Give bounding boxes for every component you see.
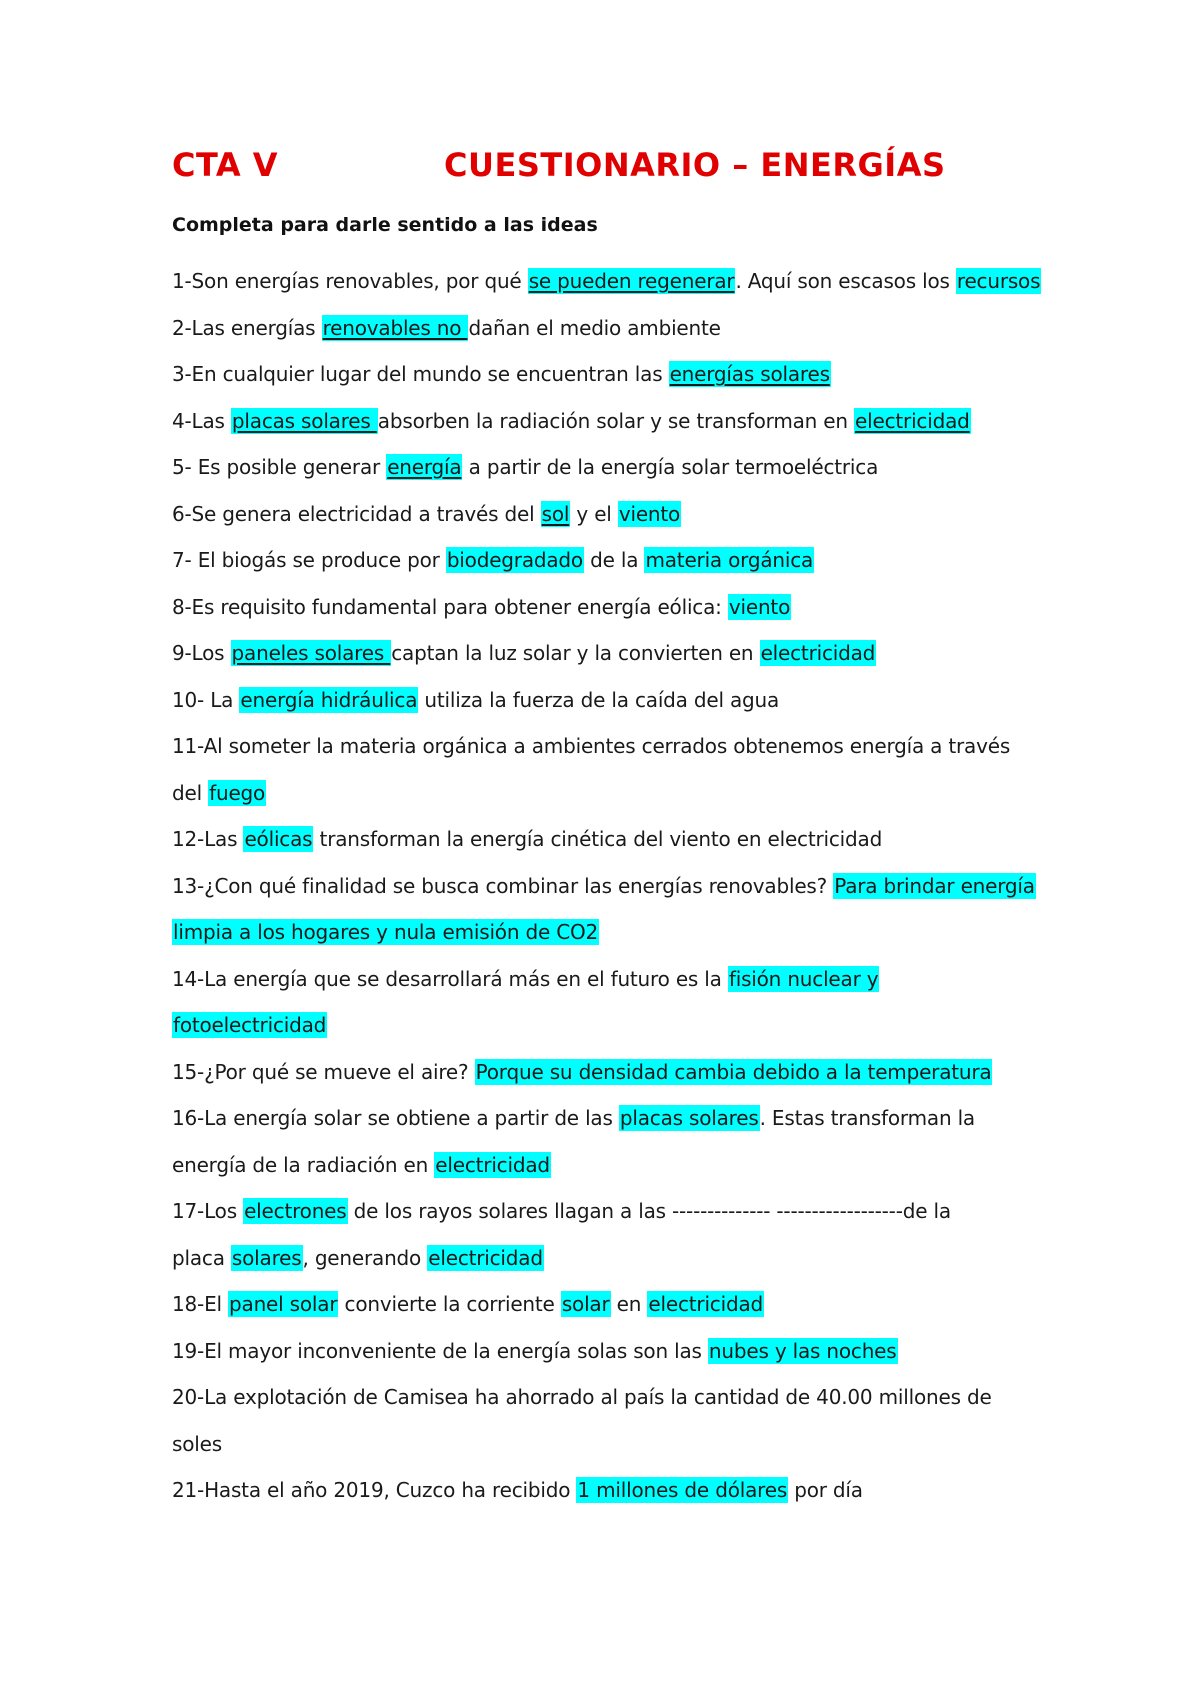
question-text: 2-Las energías xyxy=(172,315,322,340)
highlighted-answer: electricidad xyxy=(428,1245,543,1270)
question-text: 7- El biogás se produce por xyxy=(172,548,446,572)
question-line xyxy=(172,909,1082,956)
highlighted-answer: eólicas xyxy=(244,827,313,851)
question-text: 5- Es posible generar xyxy=(172,455,387,479)
highlighted-answer: Para brindar energía xyxy=(834,873,1035,898)
highlighted-answer: sol xyxy=(541,501,570,526)
question-text: soles xyxy=(172,1431,222,1456)
question-line xyxy=(172,1328,1082,1375)
question-line xyxy=(172,1281,1082,1328)
question-line xyxy=(172,770,1082,817)
question-text: 19-El mayor inconveniente de la energía solas son las xyxy=(172,1338,708,1363)
question-text: 15-¿Por qué se mueve el aire? xyxy=(172,1059,475,1084)
highlighted-answer: placas solares xyxy=(619,1106,759,1130)
highlighted-answer: placas solares xyxy=(231,408,377,433)
highlighted-answer: nubes y las noches xyxy=(708,1338,897,1363)
question-text: . Aquí son escasos los xyxy=(735,269,956,293)
question-line xyxy=(172,491,1082,538)
highlighted-answer: electricidad xyxy=(648,1292,764,1316)
question-text: 10- La xyxy=(172,687,240,712)
question-line xyxy=(172,863,1082,910)
highlighted-answer: fuego xyxy=(209,780,266,805)
highlighted-answer: electricidad xyxy=(760,641,876,665)
highlighted-answer: 1 millones de dólares xyxy=(577,1478,788,1502)
question-text: energía de la radiación en xyxy=(172,1152,435,1177)
instructions-heading: Completa para darle sentido a las ideas xyxy=(172,214,598,236)
question-text: por día xyxy=(788,1478,863,1502)
question-line xyxy=(172,816,1082,863)
highlighted-answer: biodegradado xyxy=(446,548,583,572)
highlighted-answer: viento xyxy=(618,501,681,526)
question-text: placa xyxy=(172,1245,231,1270)
highlighted-answer: fisión nuclear y xyxy=(728,966,879,991)
question-line xyxy=(172,444,1082,491)
highlighted-answer: paneles solares xyxy=(231,641,391,665)
highlighted-answer: energía hidráulica xyxy=(240,687,418,712)
question-text: captan la luz solar y la convierten en xyxy=(391,641,760,665)
question-text: absorben la radiación solar y se transforman en xyxy=(377,408,855,433)
question-text: 18-El xyxy=(172,1292,229,1316)
question-text: 20-La explotación de Camisea ha ahorrado al país la cantidad de 40.00 millones de xyxy=(172,1385,992,1409)
document-title xyxy=(172,146,1072,196)
question-text: 12-Las xyxy=(172,827,244,851)
question-line xyxy=(172,1002,1082,1049)
highlighted-answer: solares xyxy=(231,1245,302,1270)
question-text: convierte la corriente xyxy=(338,1292,561,1316)
question-line xyxy=(172,584,1082,631)
question-line xyxy=(172,1049,1082,1096)
question-line xyxy=(172,630,1082,677)
question-text: de los rayos solares llagan a las -------------- ------------------de la xyxy=(347,1199,951,1223)
highlighted-answer: renovables no xyxy=(322,315,468,340)
highlighted-answer: energías solares xyxy=(669,362,830,386)
question-text: 16-La energía solar se obtiene a partir de las xyxy=(172,1106,619,1130)
question-line xyxy=(172,351,1082,398)
highlighted-answer: solar xyxy=(561,1292,610,1316)
highlighted-answer: electrones xyxy=(244,1199,347,1223)
question-line xyxy=(172,1235,1082,1282)
question-text: 6-Se genera electricidad a través del xyxy=(172,501,541,526)
highlighted-answer: materia orgánica xyxy=(645,548,814,572)
question-text: 17-Los xyxy=(172,1199,244,1223)
question-text: 1-Son energías renovables, por qué xyxy=(172,269,528,293)
question-line xyxy=(172,1142,1082,1189)
question-line xyxy=(172,1421,1082,1468)
highlighted-answer: panel solar xyxy=(229,1292,338,1316)
question-text: de la xyxy=(583,548,645,572)
question-list xyxy=(172,258,1082,1514)
question-line xyxy=(172,305,1082,352)
question-line xyxy=(172,677,1082,724)
question-text: utiliza la fuerza de la caída del agua xyxy=(418,687,780,712)
question-text: 11-Al someter la materia orgánica a ambientes cerrados obtenemos energía a través xyxy=(172,734,1011,758)
highlighted-answer: electricidad xyxy=(855,408,970,433)
question-line xyxy=(172,1467,1082,1514)
question-text: 8-Es requisito fundamental para obtener energía eólica: xyxy=(172,594,728,619)
question-line xyxy=(172,537,1082,584)
highlighted-answer: Porque su densidad cambia debido a la temperatura xyxy=(475,1059,992,1084)
question-text: 14-La energía que se desarrollará más en el futuro es la xyxy=(172,966,728,991)
highlighted-answer: electricidad xyxy=(435,1152,550,1177)
question-line xyxy=(172,1374,1082,1421)
question-line xyxy=(172,258,1082,305)
question-text: 21-Hasta el año 2019, Cuzco ha recibido xyxy=(172,1478,577,1502)
highlighted-answer: energía xyxy=(387,455,462,479)
question-text: . Estas transforman la xyxy=(759,1106,975,1130)
question-text: , generando xyxy=(302,1245,428,1270)
question-text: a partir de la energía solar termoeléctrica xyxy=(462,455,879,479)
question-text: en xyxy=(610,1292,648,1316)
question-line xyxy=(172,1095,1082,1142)
title-heading: CUESTIONARIO – ENERGÍAS xyxy=(444,146,946,184)
title-course: CTA V xyxy=(172,146,278,184)
question-text: dañan el medio ambiente xyxy=(468,315,721,340)
question-line xyxy=(172,1188,1082,1235)
question-text: 4-Las xyxy=(172,408,231,433)
question-text: 9-Los xyxy=(172,641,231,665)
question-line xyxy=(172,956,1082,1003)
question-text: transforman la energía cinética del viento en electricidad xyxy=(313,827,883,851)
highlighted-answer: se pueden regenerar xyxy=(528,269,735,293)
question-text: 3-En cualquier lugar del mundo se encuentran las xyxy=(172,362,669,386)
highlighted-answer: limpia a los hogares y nula emisión de CO2 xyxy=(173,920,599,944)
question-line xyxy=(172,398,1082,445)
question-text: del xyxy=(172,780,209,805)
highlighted-answer: viento xyxy=(728,594,791,619)
question-text: y el xyxy=(570,501,618,526)
highlighted-answer: recursos xyxy=(956,269,1041,293)
question-line xyxy=(172,723,1082,770)
highlighted-answer: fotoelectricidad xyxy=(173,1013,327,1037)
question-text: 13-¿Con qué finalidad se busca combinar las energías renovables? xyxy=(172,873,834,898)
